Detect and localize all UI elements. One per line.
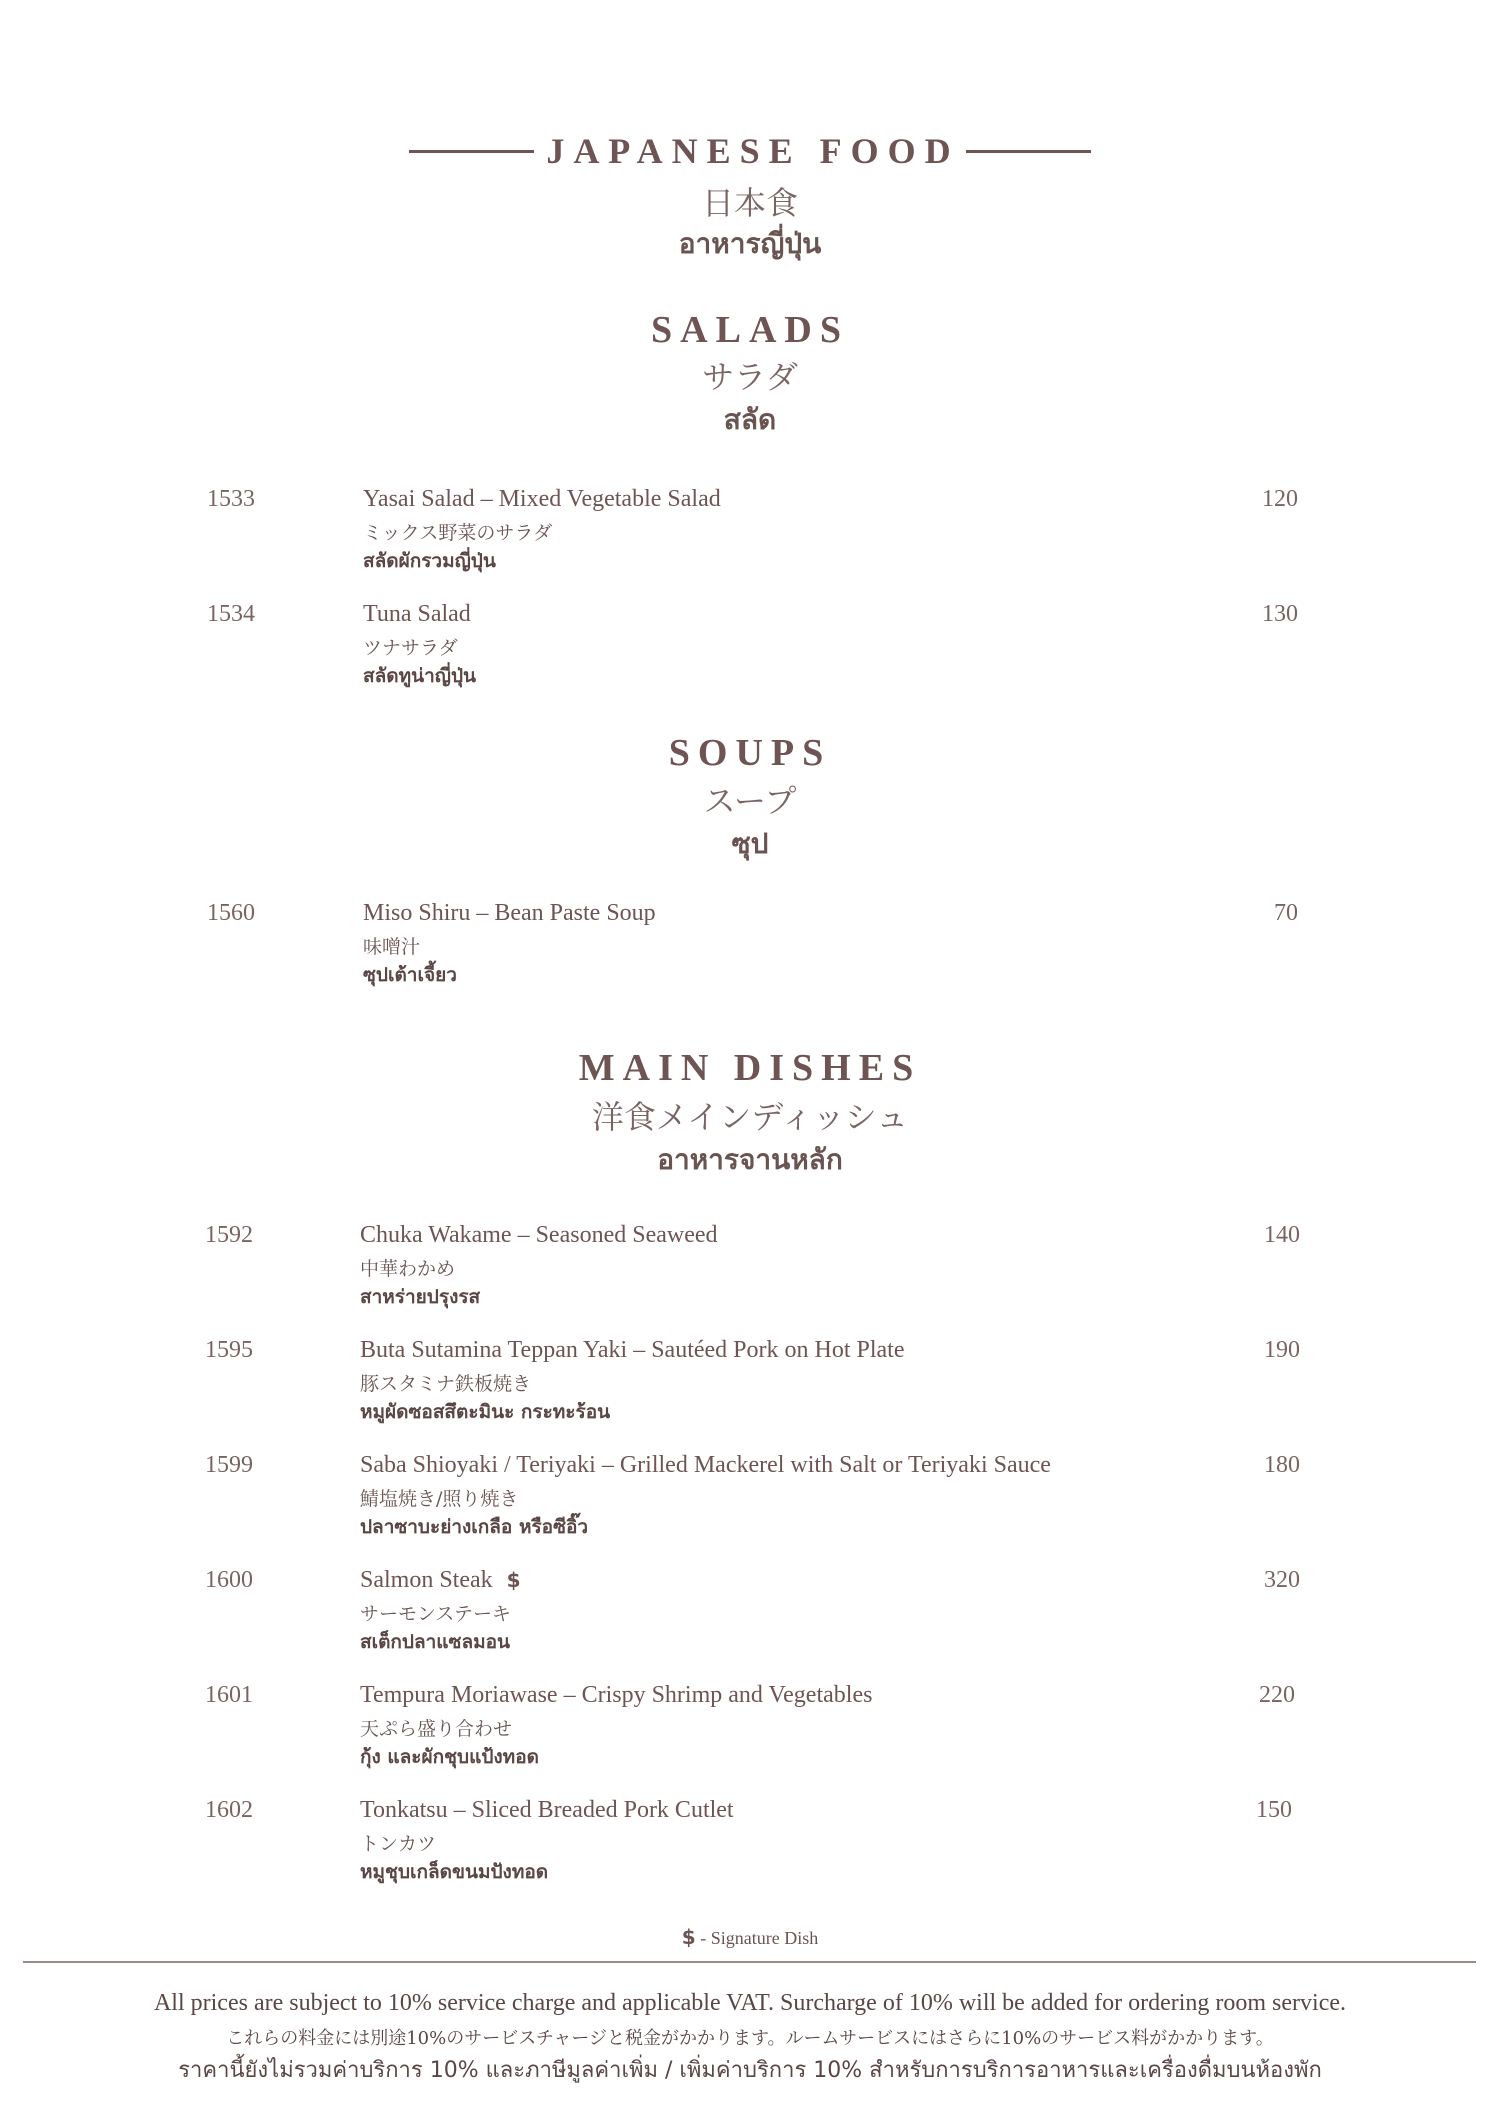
item-name: Tonkatsu – Sliced Breaded Pork Cutlet xyxy=(360,1797,734,1823)
footer-note-th: ราคานี้ยังไม่รวมค่าบริการ 10% และภาษีมูลค่าเพิ่ม / เพิ่มค่าบริการ 10% สำหรับการบริการอาหารและเครื่องดื่มบนห้องพัก xyxy=(178,2058,1322,2083)
item-code: 1602 xyxy=(205,1797,253,1823)
item-name-th: ซุปเต้าเจี้ยว xyxy=(363,964,457,986)
signature-legend xyxy=(0,1925,1500,1949)
item-name-jp: 中華わかめ xyxy=(360,1258,456,1280)
item-name-jp: 天ぷら盛り合わせ xyxy=(360,1718,513,1740)
item-name: Miso Shiru – Bean Paste Soup xyxy=(363,900,656,926)
item-name-th: หมูชุบเกล็ดขนมปังทอด xyxy=(360,1861,549,1883)
item-price: 180 xyxy=(1264,1452,1300,1478)
item-price: 140 xyxy=(1264,1222,1300,1248)
item-code: 1595 xyxy=(205,1337,253,1363)
item-name-th: กุ้ง และผักชุบแป้งทอด xyxy=(360,1746,539,1768)
menu-item xyxy=(0,486,1500,586)
item-name-th: สเต็กปลาแซลมอน xyxy=(360,1631,511,1653)
item-name: Saba Shioyaki / Teriyaki – Grilled Mackerel with Salt or Teriyaki Sauce xyxy=(360,1452,1051,1478)
section-title-th-soups: ซุป xyxy=(731,827,769,860)
menu-title-text: JAPANESE FOOD xyxy=(546,131,960,171)
section-title-th-main-dishes: อาหารจานหลัก xyxy=(657,1143,843,1176)
footer-note-jp: これらの料金には別途10%のサービスチャージと税金がかかります。ルームサービスにはさらに10%のサービス料がかかります。 xyxy=(226,2028,1274,2049)
item-code: 1560 xyxy=(207,900,255,926)
menu-title-jp: 日本食 xyxy=(701,184,798,222)
item-name-jp: 味噌汁 xyxy=(363,936,421,958)
title-rule-right xyxy=(966,150,1091,153)
menu-title-th: อาหารญี่ปุ่น xyxy=(678,227,822,260)
item-price: 190 xyxy=(1264,1337,1300,1363)
signature-dish-icon: $ xyxy=(681,1925,696,1949)
item-name-jp: ミックス野菜のサラダ xyxy=(363,522,553,544)
item-name-wrap xyxy=(360,1567,521,1594)
item-code: 1599 xyxy=(205,1452,253,1478)
item-name: Yasai Salad – Mixed Vegetable Salad xyxy=(363,486,721,512)
item-name-jp: 鯖塩焼き/照り焼き xyxy=(360,1488,519,1510)
section-title-jp-main-dishes: 洋食メインディッシュ xyxy=(591,1098,909,1136)
signature-dish-icon: $ xyxy=(506,1568,521,1592)
menu-item xyxy=(0,1682,1500,1782)
menu-title xyxy=(0,130,1500,172)
item-name-th: สลัดผักรวมญี่ปุ่น xyxy=(363,550,496,572)
item-name-jp: トンカツ xyxy=(360,1833,437,1855)
item-name: Tuna Salad xyxy=(363,601,471,627)
item-code: 1592 xyxy=(205,1222,253,1248)
section-title-th-salads: สลัด xyxy=(723,403,777,436)
item-code: 1601 xyxy=(205,1682,253,1708)
item-name-jp: 豚スタミナ鉄板焼き xyxy=(360,1373,532,1395)
menu-item xyxy=(0,1452,1500,1552)
footer-divider xyxy=(23,1961,1476,1963)
item-code: 1534 xyxy=(207,601,255,627)
item-price: 320 xyxy=(1264,1567,1300,1593)
signature-legend-text: - Signature Dish xyxy=(700,1928,819,1948)
menu-item xyxy=(0,1222,1500,1322)
section-title-jp-soups: スープ xyxy=(703,782,797,820)
item-name-th: สลัดทูน่าญี่ปุ่น xyxy=(363,665,476,687)
item-name: Salmon Steak xyxy=(360,1567,493,1593)
item-name: Buta Sutamina Teppan Yaki – Sautéed Pork on Hot Plate xyxy=(360,1337,905,1363)
menu-item xyxy=(0,1797,1500,1897)
item-code: 1533 xyxy=(207,486,255,512)
title-rule-left xyxy=(409,150,534,153)
menu-item xyxy=(0,601,1500,701)
item-name-th: ปลาซาบะย่างเกลือ หรือซีอิ๊ว xyxy=(360,1516,589,1538)
item-name-jp: サーモンステーキ xyxy=(360,1603,512,1625)
item-price: 70 xyxy=(1274,900,1298,926)
section-title-soups: SOUPS xyxy=(668,732,832,774)
item-code: 1600 xyxy=(205,1567,253,1593)
item-name-th: สาหร่ายปรุงรส xyxy=(360,1286,481,1308)
item-price: 120 xyxy=(1262,486,1298,512)
item-name: Tempura Moriawase – Crispy Shrimp and Vegetables xyxy=(360,1682,873,1708)
section-title-jp-salads: サラダ xyxy=(702,358,798,396)
item-name-th: หมูผัดซอสสึตะมินะ กระทะร้อน xyxy=(360,1401,611,1423)
item-price: 150 xyxy=(1256,1797,1292,1823)
section-title-main-dishes: MAIN DISHES xyxy=(578,1047,922,1089)
footer-note-en: All prices are subject to 10% service charge and applicable VAT. Surcharge of 10% will be added for ordering room service. xyxy=(153,1990,1347,2016)
menu-item xyxy=(0,900,1500,1000)
item-price: 220 xyxy=(1259,1682,1295,1708)
section-title-salads: SALADS xyxy=(651,309,849,351)
menu-item xyxy=(0,1337,1500,1437)
item-price: 130 xyxy=(1262,601,1298,627)
item-name-jp: ツナサラダ xyxy=(363,637,458,659)
item-name: Chuka Wakame – Seasoned Seaweed xyxy=(360,1222,718,1248)
menu-item xyxy=(0,1567,1500,1667)
